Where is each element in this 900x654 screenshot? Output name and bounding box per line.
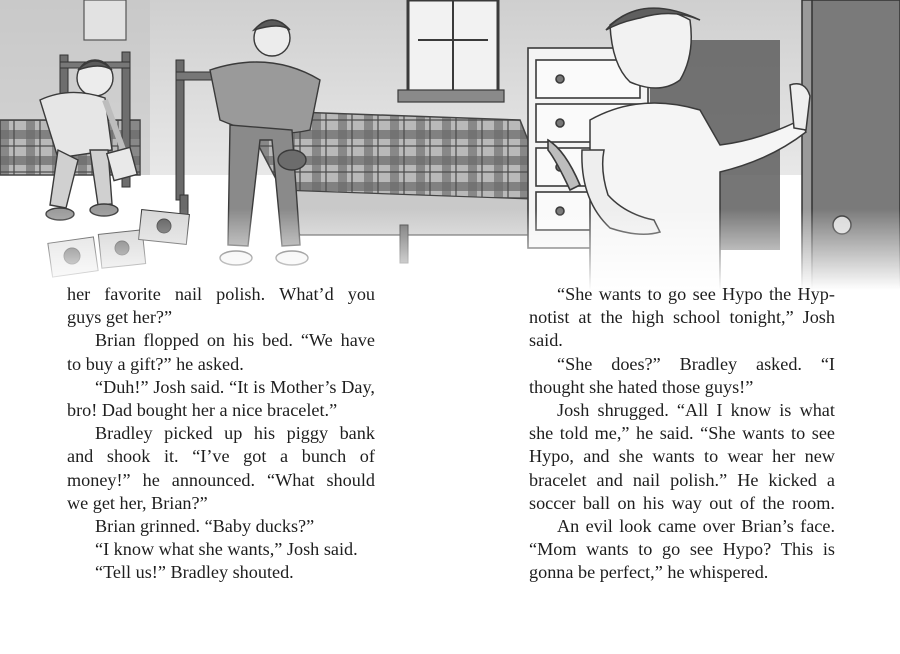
text-line: “She wants to go see Hypo the Hyp- bbox=[557, 284, 835, 304]
text-line: she told me,” he said. “She wants to see bbox=[529, 423, 835, 444]
text-line: Hypo, and she wants to wear her new bbox=[529, 446, 835, 467]
text-line: soccer ball on his way out of the room. bbox=[529, 492, 835, 513]
text-line: bracelet and nail polish.” He kicked a bbox=[529, 469, 835, 490]
text-line: her favorite nail polish. What’d you bbox=[67, 284, 375, 304]
text-line: we get her, Brian?” bbox=[67, 492, 208, 513]
text-line: bro! Dad bought her a nice bracelet.” bbox=[67, 399, 338, 420]
text-line: gonna be perfect,” he whispered. bbox=[529, 562, 769, 583]
bedroom-illustration bbox=[0, 0, 900, 290]
text-line: guys get her?” bbox=[67, 307, 173, 328]
text-line: said. bbox=[529, 330, 563, 351]
text-line: thought she hated those guys!” bbox=[529, 376, 754, 397]
text-line: “I know what she wants,” Josh said. bbox=[95, 539, 358, 560]
text-line: money!” he announced. “What should bbox=[67, 469, 375, 490]
text-line: “Mom wants to go see Hypo? This is bbox=[529, 539, 835, 560]
left-page-text bbox=[67, 283, 375, 584]
text-line: “Tell us!” Bradley shouted. bbox=[95, 562, 294, 583]
text-line: An evil look came over Brian’s face. bbox=[557, 515, 835, 536]
text-line: and shook it. “I’ve got a bunch of bbox=[67, 446, 375, 467]
text-line: “Duh!” Josh said. “It is Mother’s Day, bbox=[95, 376, 375, 397]
right-page-text bbox=[529, 283, 835, 584]
text-line: Brian flopped on his bed. “We have bbox=[95, 330, 375, 351]
text-line: “She does?” Bradley asked. “I bbox=[557, 353, 835, 374]
text-line: notist at the high school tonight,” Josh bbox=[529, 307, 835, 328]
text-line: Josh shrugged. “All I know is what bbox=[557, 399, 835, 420]
text-line: Bradley picked up his piggy bank bbox=[95, 423, 375, 444]
text-line: Brian grinned. “Baby ducks?” bbox=[95, 515, 315, 536]
text-line: to buy a gift?” he asked. bbox=[67, 353, 244, 374]
bedroom-scene-drawing bbox=[0, 0, 900, 290]
